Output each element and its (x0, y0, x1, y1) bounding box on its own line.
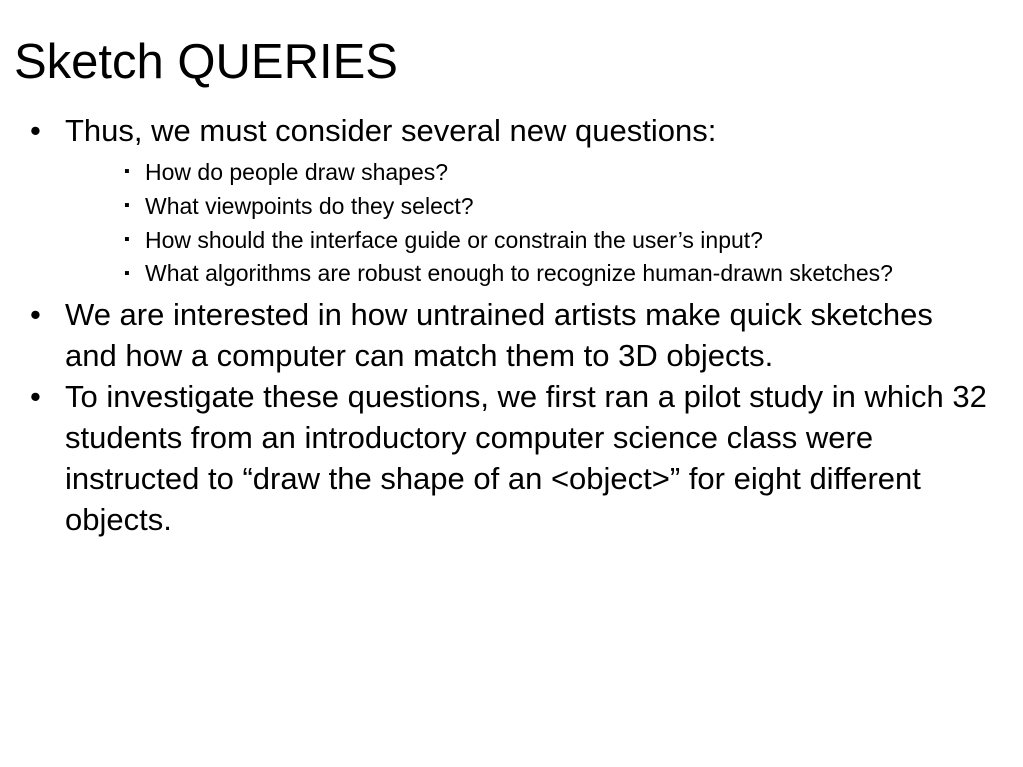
bullet-text: Thus, we must consider several new questions: (65, 113, 717, 148)
slide-body (0, 110, 1023, 540)
sub-bullet-text: What algorithms are robust enough to recognize human-drawn sketches? (145, 260, 893, 286)
sub-bullet-text: What viewpoints do they select? (145, 193, 474, 219)
bullet-icon: • (30, 379, 41, 414)
sub-bullet-point (0, 257, 915, 290)
bullet-text: We are interested in how untrained artists make quick sketches and how a computer can match them to 3D objects. (65, 297, 933, 373)
slide-title: Sketch QUERIES (14, 35, 398, 89)
sub-bullet-point (0, 223, 1023, 257)
bullet-text: To investigate these questions, we first ran a pilot study in which 32 students from an introductory computer science class were instructed to “draw the shape of an <object>” for eight different objects. (65, 379, 987, 537)
square-bullet-icon: ▪ (124, 197, 130, 214)
bullet-point (0, 110, 1023, 151)
bullet-point (0, 294, 945, 376)
square-bullet-icon: ▪ (124, 163, 130, 180)
sub-bullet-point (0, 189, 1023, 223)
bullet-icon: • (30, 297, 41, 332)
square-bullet-icon: ▪ (124, 231, 130, 248)
square-bullet-icon: ▪ (124, 265, 130, 282)
bullet-point (0, 376, 995, 540)
sub-bullet-list (0, 155, 1023, 290)
bullet-icon: • (30, 113, 41, 148)
sub-bullet-text: How do people draw shapes? (145, 159, 449, 185)
sub-bullet-text: How should the interface guide or constrain the user’s input? (145, 227, 763, 253)
sub-bullet-point (0, 155, 1023, 189)
